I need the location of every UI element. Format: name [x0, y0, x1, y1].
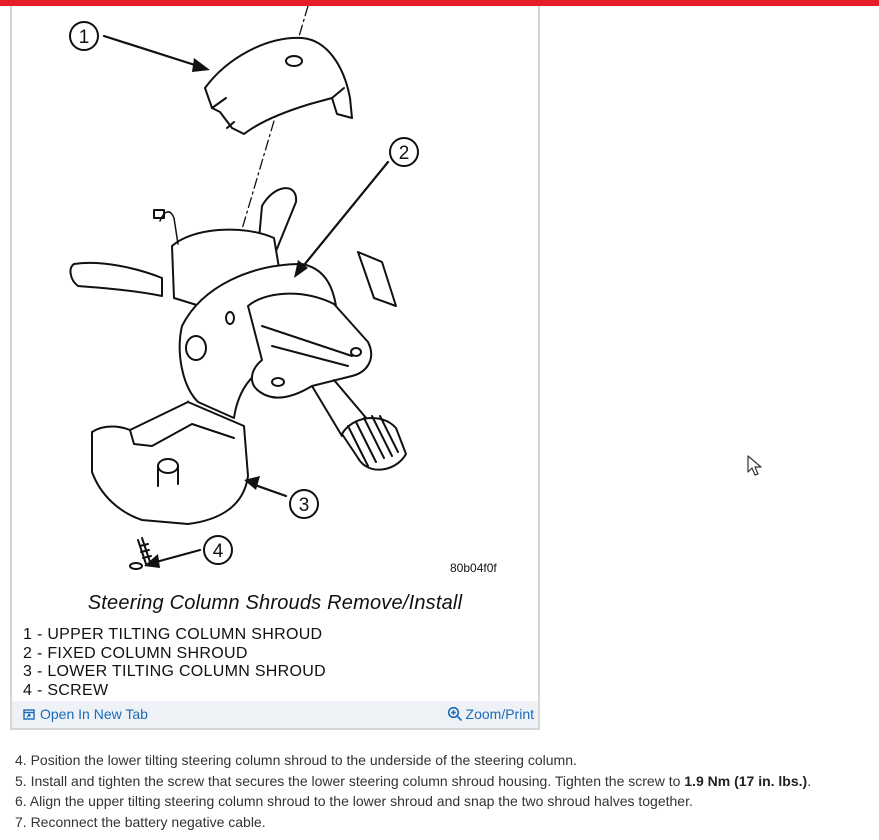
legend-item: 2 - FIXED COLUMN SHROUD — [23, 644, 248, 662]
callout-4 — [204, 536, 232, 564]
open-new-tab-icon — [23, 709, 35, 720]
zoom-in-icon — [447, 706, 463, 722]
open-in-new-tab-link[interactable] — [23, 706, 148, 722]
zoom-print-label: Zoom/Print — [465, 706, 534, 722]
open-in-new-tab-label: Open In New Tab — [40, 706, 148, 722]
figure-caption: Steering Column Shrouds Remove/Install — [87, 592, 463, 614]
callout-1 — [70, 22, 98, 50]
step-item: 5. Install and tighten the screw that secures the lower steering column shroud housing. Tighten the screw to 1.9 Nm (17 in. lbs.). — [15, 772, 812, 789]
legend-item: 1 - UPPER TILTING COLUMN SHROUD — [23, 626, 323, 643]
upper-shroud-drawing — [205, 38, 352, 134]
legend-item: 3 - LOWER TILTING COLUMN SHROUD — [23, 663, 326, 681]
figure-legend — [23, 626, 326, 700]
callout-3 — [290, 490, 318, 518]
svg-text:1: 1 — [78, 27, 90, 48]
step-item: 4. Position the lower tilting steering column shroud to the underside of the steering column. — [15, 752, 577, 768]
lower-shroud-drawing — [92, 402, 248, 524]
figure-panel — [10, 6, 540, 730]
svg-text:4: 4 — [212, 541, 224, 562]
mouse-pointer-icon — [747, 455, 763, 477]
figure-code: 80b04f0f — [450, 561, 497, 575]
zoom-print-link[interactable] — [447, 706, 534, 722]
torque-value: 1.9 Nm (17 in. lbs.) — [684, 772, 808, 789]
step-item: 7. Reconnect the battery negative cable. — [15, 813, 266, 830]
figure-footer — [12, 701, 538, 728]
legend-item: 4 - SCREW — [23, 681, 109, 699]
steering-column-diagram — [12, 6, 538, 586]
procedure-steps — [15, 750, 811, 832]
svg-text:3: 3 — [298, 495, 310, 516]
step-item: 6. Align the upper tilting steering column shroud to the lower shroud and snap the two shroud halves together. — [15, 793, 693, 810]
svg-text:2: 2 — [398, 143, 410, 164]
callout-2 — [390, 138, 418, 166]
